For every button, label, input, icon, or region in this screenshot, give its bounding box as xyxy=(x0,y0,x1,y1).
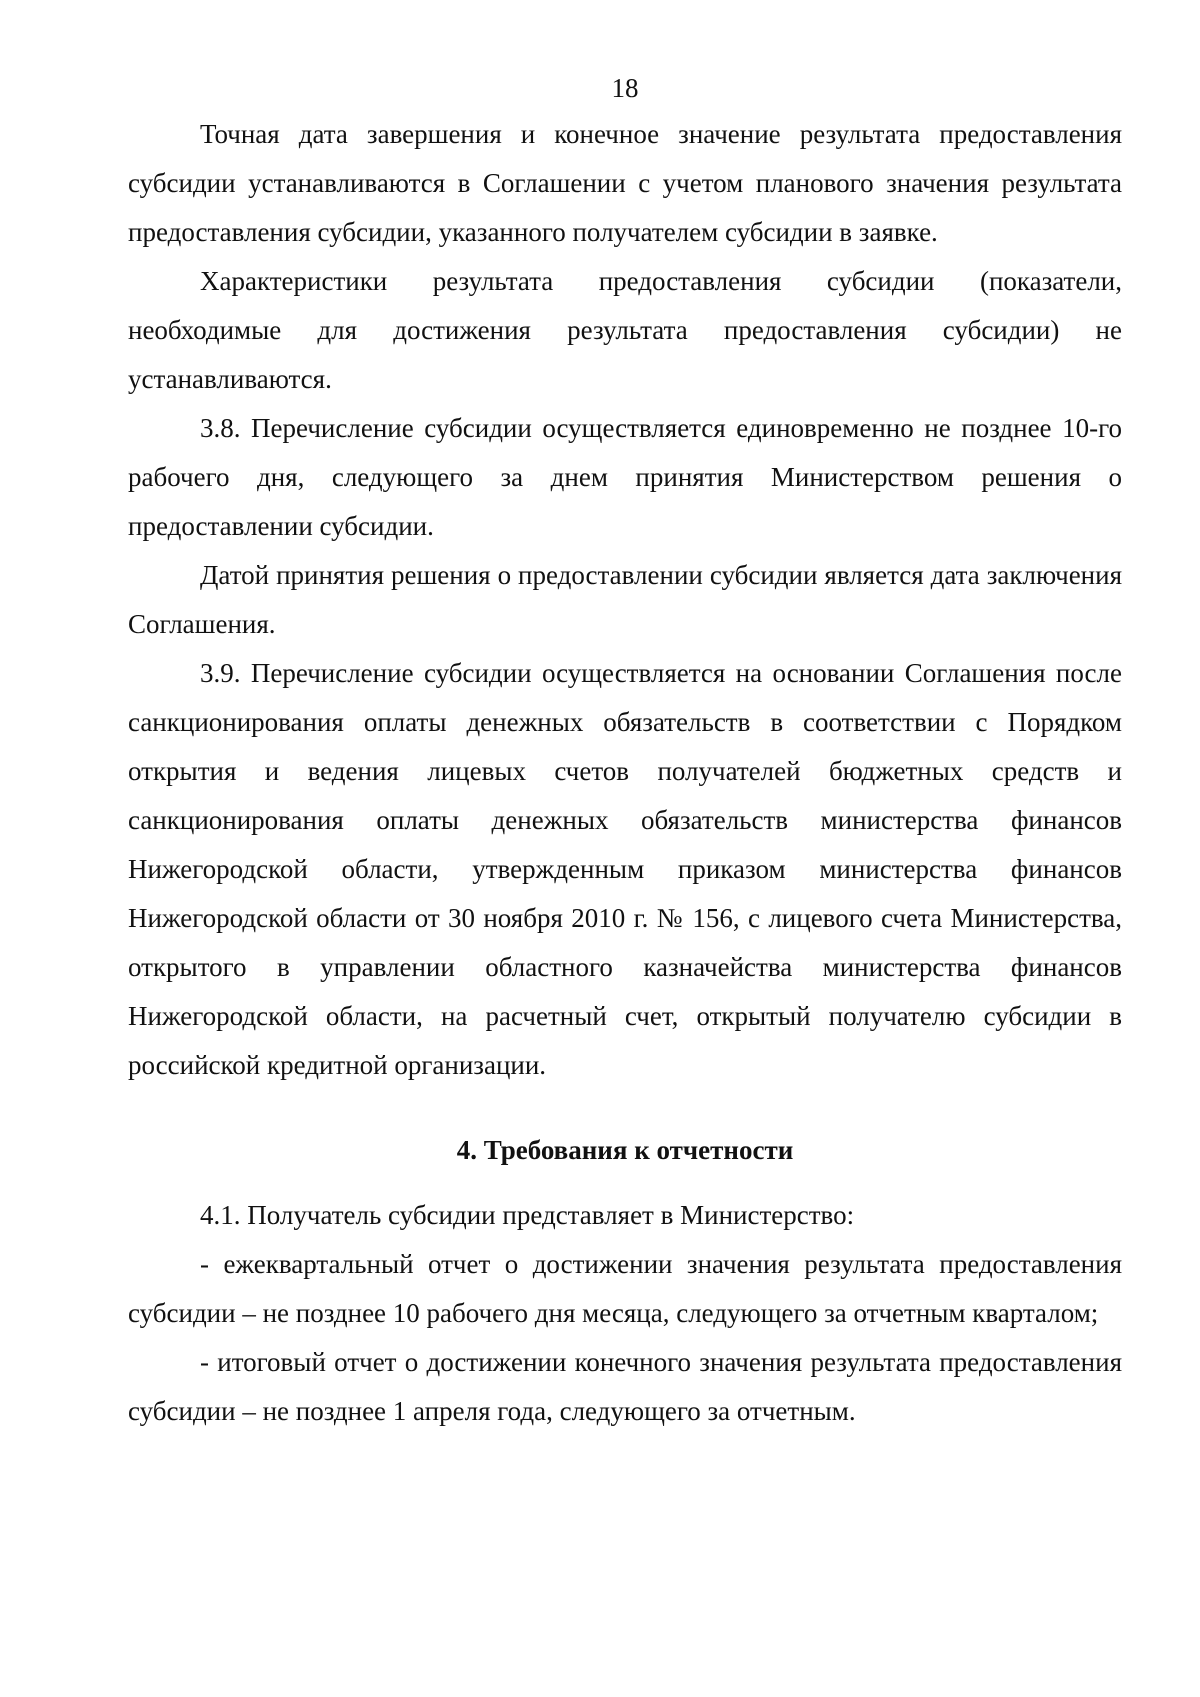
page-content xyxy=(128,68,1122,1436)
paragraph-3-9: 3.9. Перечисление субсидии осуществляется на основании Соглашения после санкционирования оплаты денежных обязательств в соответствии с Порядком открытия и ведения лицевых счетов получателей бюджетных средств и санкционирования оплаты денежных обязательств министерства финансов Нижегородской области, утвержденным приказом министерства финансов Нижегородской области от 30 ноября 2010 г. № 156, с лицевого счета Министерства, открытого в управлении областного казначейства министерства финансов Нижегородской области, на расчетный счет, открытый получателю субсидии в российской кредитной организации. xyxy=(128,658,1122,1080)
paragraph-result-date: Точная дата завершения и конечное значение результата предоставления субсидии устанавливаются в Соглашении с учетом планового значения результата предоставления субсидии, указанного получателем субсидии в заявке. xyxy=(128,119,1122,247)
list-item-final-report: - итоговый отчет о достижении конечного значения результата предоставления субсидии – не позднее 1 апреля года, следующего за отчетным. xyxy=(128,1347,1122,1426)
paragraph-4-1: 4.1. Получатель субсидии представляет в Министерство: xyxy=(200,1200,855,1230)
section-heading-reporting: 4. Требования к отчетности xyxy=(456,1135,794,1165)
list-item-quarterly-report: - ежеквартальный отчет о достижении значения результата предоставления субсидии – не позднее 10 рабочего дня месяца, следующего за отчетным кварталом; xyxy=(128,1249,1122,1328)
paragraph-result-characteristics: Характеристики результата предоставления субсидии (показатели, необходимые для достижения результата предоставления субсидии) не устанавливаются. xyxy=(128,266,1122,394)
paragraph-decision-date: Датой принятия решения о предоставлении субсидии является дата заключения Соглашения. xyxy=(128,560,1122,639)
page-number: 18 xyxy=(611,73,639,103)
paragraph-3-8: 3.8. Перечисление субсидии осуществляется единовременно не позднее 10-го рабочего дня, следующего за днем принятия Министерством решения о предоставлении субсидии. xyxy=(128,413,1122,541)
